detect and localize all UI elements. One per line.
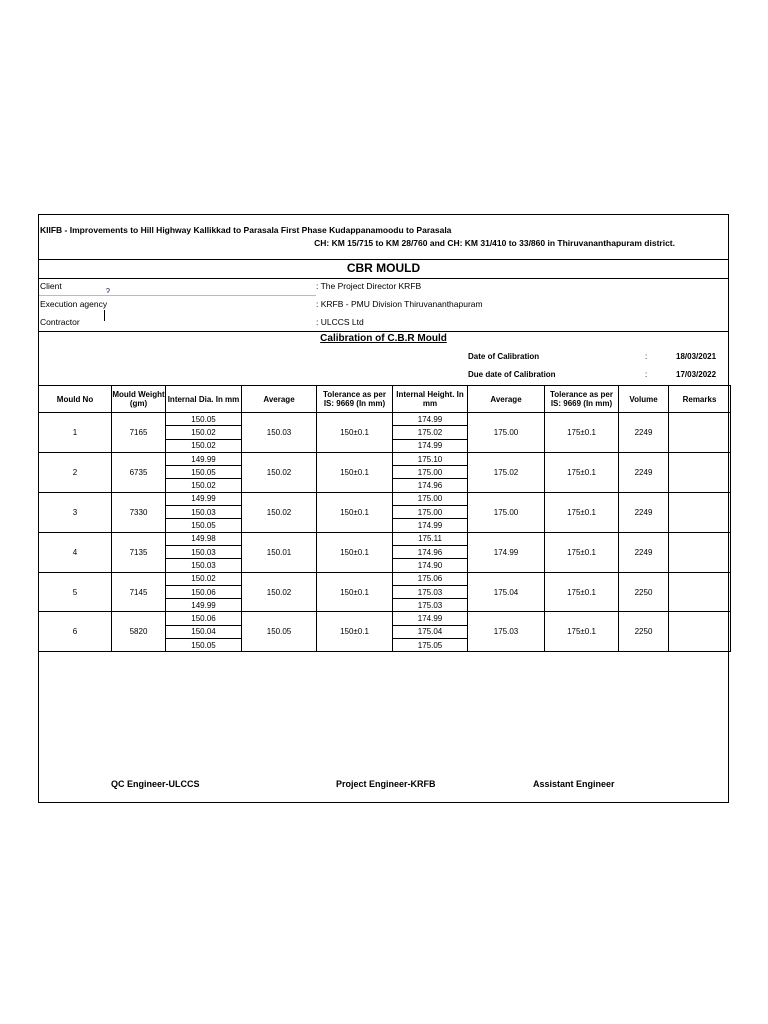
height-tolerance-cell: 175±0.1 [545, 413, 619, 453]
height-average-cell: 175.03 [468, 612, 545, 652]
internal-dia-cell: 149.99 [166, 492, 242, 505]
remarks-cell [669, 572, 731, 612]
internal-height-cell: 175.06 [393, 572, 468, 585]
due-date: 17/03/2022 [676, 370, 717, 379]
calibration-date: 18/03/2021 [676, 352, 717, 361]
dia-tolerance-cell: 150±0.1 [317, 612, 393, 652]
dia-average-cell: 150.05 [242, 612, 317, 652]
height-average-cell: 175.00 [468, 492, 545, 532]
remarks-cell [669, 452, 731, 492]
divider [39, 331, 728, 332]
internal-dia-cell: 150.03 [166, 545, 242, 558]
mould-no-cell: 6 [39, 612, 112, 652]
mould-no-cell: 2 [39, 452, 112, 492]
height-average-cell: 174.99 [468, 532, 545, 572]
text-cursor [104, 310, 105, 321]
column-header: Volume [619, 386, 669, 413]
volume-cell: 2249 [619, 452, 669, 492]
volume-cell: 2249 [619, 492, 669, 532]
remarks-cell [669, 612, 731, 652]
assistant-engineer-signature: Assistant Engineer [533, 779, 615, 789]
internal-height-cell: 174.90 [393, 559, 468, 572]
column-header: Tolerance as per IS: 9669 (In mm) [545, 386, 619, 413]
project-engineer-signature: Project Engineer-KRFB [336, 779, 436, 789]
dia-average-cell: 150.02 [242, 492, 317, 532]
mould-weight-cell: 7135 [112, 532, 166, 572]
table-row [39, 612, 731, 625]
mould-weight-cell: 7330 [112, 492, 166, 532]
agency-label: Execution agency [40, 299, 108, 309]
volume-cell: 2249 [619, 532, 669, 572]
mould-weight-cell: 7145 [112, 572, 166, 612]
height-average-cell: 175.04 [468, 572, 545, 612]
internal-dia-cell: 150.05 [166, 639, 242, 652]
contractor-label: Contractor [40, 317, 80, 327]
mould-no-cell: 5 [39, 572, 112, 612]
internal-dia-cell: 150.02 [166, 572, 242, 585]
client-label: Client [40, 281, 62, 291]
dia-average-cell: 150.02 [242, 572, 317, 612]
sheet-title: CBR MOULD [346, 261, 421, 275]
internal-dia-cell: 149.99 [166, 452, 242, 465]
internal-height-cell: 174.96 [393, 545, 468, 558]
internal-height-cell: 174.96 [393, 479, 468, 492]
height-tolerance-cell: 175±0.1 [545, 452, 619, 492]
internal-height-cell: 175.03 [393, 585, 468, 598]
mould-weight-cell: 7165 [112, 413, 166, 453]
dia-tolerance-cell: 150±0.1 [317, 572, 393, 612]
height-tolerance-cell: 175±0.1 [545, 532, 619, 572]
internal-height-cell: 175.02 [393, 426, 468, 439]
internal-height-cell: 175.00 [393, 466, 468, 479]
internal-height-cell: 175.00 [393, 492, 468, 505]
calibration-table [38, 385, 731, 652]
dia-tolerance-cell: 150±0.1 [317, 492, 393, 532]
table-header-row [39, 386, 731, 413]
internal-height-cell: 174.99 [393, 439, 468, 452]
dia-average-cell: 150.01 [242, 532, 317, 572]
internal-height-cell: 175.10 [393, 452, 468, 465]
table-row [39, 452, 731, 465]
cursor-glyph-icon: ɂ [106, 285, 111, 295]
client-value: : The Project Director KRFB [316, 281, 422, 291]
qc-engineer-signature: QC Engineer-ULCCS [111, 779, 200, 789]
remarks-cell [669, 492, 731, 532]
internal-height-cell: 175.11 [393, 532, 468, 545]
remarks-cell [669, 532, 731, 572]
internal-height-cell: 174.99 [393, 413, 468, 426]
remarks-cell [669, 413, 731, 453]
internal-dia-cell: 150.05 [166, 413, 242, 426]
mould-weight-cell: 5820 [112, 612, 166, 652]
internal-height-cell: 175.05 [393, 639, 468, 652]
internal-dia-cell: 150.02 [166, 426, 242, 439]
column-header: Internal Height. In mm [393, 386, 468, 413]
internal-height-cell: 174.99 [393, 612, 468, 625]
internal-height-cell: 174.99 [393, 519, 468, 532]
mould-no-cell: 4 [39, 532, 112, 572]
table-row [39, 532, 731, 545]
calibration-title: Calibration of C.B.R Mould [320, 333, 447, 344]
project-title-line2: CH: KM 15/715 to KM 28/760 and CH: KM 31/410 to 33/860 in Thiruvananthapuram district. [314, 238, 675, 248]
internal-dia-cell: 150.05 [166, 519, 242, 532]
mould-weight-cell: 6735 [112, 452, 166, 492]
calibration-date-label: Date of Calibration [468, 352, 540, 361]
internal-dia-cell: 149.98 [166, 532, 242, 545]
column-header: Internal Dia. In mm [166, 386, 242, 413]
mould-no-cell: 1 [39, 413, 112, 453]
internal-dia-cell: 149.99 [166, 599, 242, 612]
column-header: Mould No [39, 386, 112, 413]
height-tolerance-cell: 175±0.1 [545, 572, 619, 612]
dia-tolerance-cell: 150±0.1 [317, 413, 393, 453]
table-row [39, 572, 731, 585]
internal-dia-cell: 150.04 [166, 625, 242, 638]
internal-height-cell: 175.04 [393, 625, 468, 638]
internal-dia-cell: 150.02 [166, 479, 242, 492]
height-average-cell: 175.02 [468, 452, 545, 492]
height-average-cell: 175.00 [468, 413, 545, 453]
volume-cell: 2250 [619, 572, 669, 612]
dia-tolerance-cell: 150±0.1 [317, 452, 393, 492]
height-tolerance-cell: 175±0.1 [545, 492, 619, 532]
calibration-date-colon: : [645, 352, 648, 361]
divider [39, 295, 316, 296]
internal-dia-cell: 150.03 [166, 506, 242, 519]
internal-dia-cell: 150.06 [166, 585, 242, 598]
dia-tolerance-cell: 150±0.1 [317, 532, 393, 572]
volume-cell: 2249 [619, 413, 669, 453]
column-header: Mould Weight (gm) [112, 386, 166, 413]
dia-average-cell: 150.03 [242, 413, 317, 453]
table-row [39, 492, 731, 505]
internal-height-cell: 175.03 [393, 599, 468, 612]
table-row [39, 413, 731, 426]
internal-dia-cell: 150.06 [166, 612, 242, 625]
project-title-line1: KIIFB - Improvements to Hill Highway Kallikkad to Parasala First Phase Kudappanamoodu to Parasala [40, 225, 452, 235]
column-header: Average [468, 386, 545, 413]
divider [39, 259, 728, 260]
divider [39, 278, 728, 279]
volume-cell: 2250 [619, 612, 669, 652]
agency-value: : KRFB - PMU Division Thiruvananthapuram [316, 299, 483, 309]
column-header: Tolerance as per IS: 9669 (In mm) [317, 386, 393, 413]
due-date-label: Due date of Calibration [468, 370, 556, 379]
column-header: Average [242, 386, 317, 413]
internal-height-cell: 175.00 [393, 506, 468, 519]
height-tolerance-cell: 175±0.1 [545, 612, 619, 652]
due-date-colon: : [645, 370, 648, 379]
mould-no-cell: 3 [39, 492, 112, 532]
internal-dia-cell: 150.03 [166, 559, 242, 572]
column-header: Remarks [669, 386, 731, 413]
internal-dia-cell: 150.02 [166, 439, 242, 452]
internal-dia-cell: 150.05 [166, 466, 242, 479]
contractor-value: : ULCCS Ltd [316, 317, 364, 327]
cbr-mould-sheet [38, 214, 729, 803]
dia-average-cell: 150.02 [242, 452, 317, 492]
